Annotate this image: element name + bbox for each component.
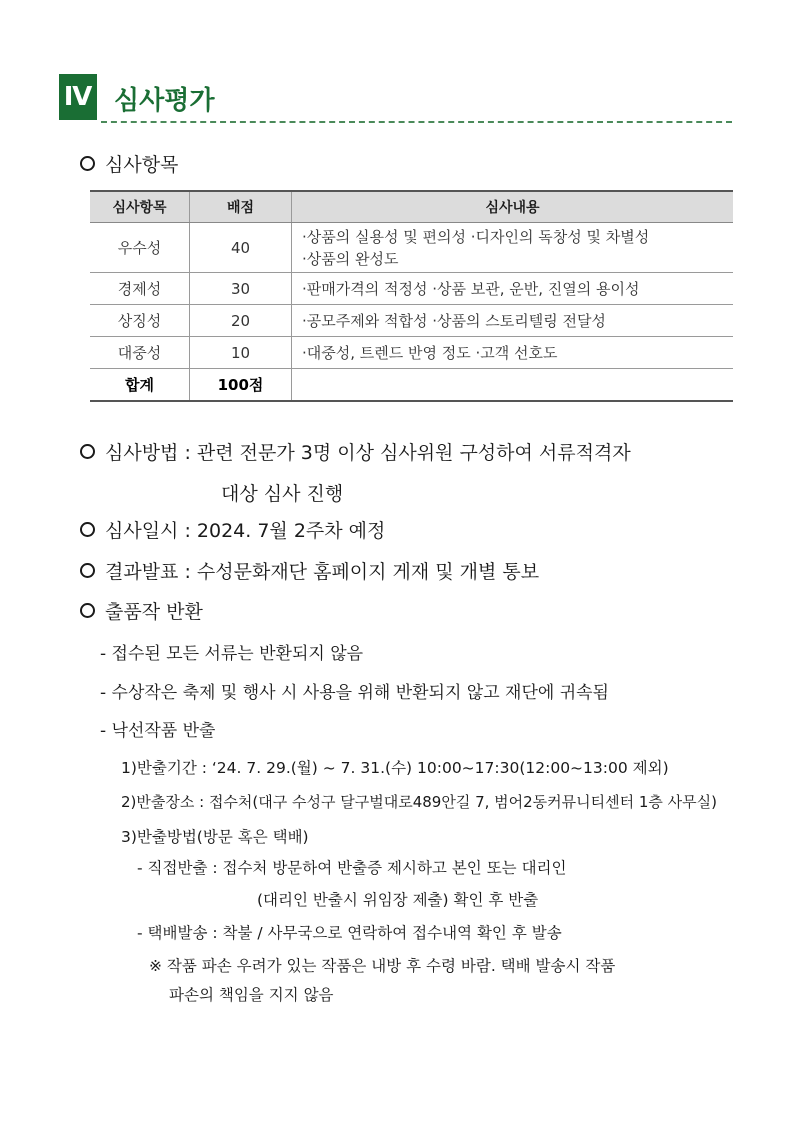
method-text: 관련 전문가 3명 이상 심사위원 구성하여 서류적격자 bbox=[196, 442, 631, 464]
content-line: ·상품의 완성도 bbox=[302, 249, 399, 268]
row-content: ·대중성, 트렌드 반영 정도 ·고객 선호도 bbox=[292, 337, 734, 369]
table-row bbox=[90, 273, 733, 305]
circle-bullet-icon bbox=[80, 563, 95, 578]
row-score: 30 bbox=[190, 273, 292, 305]
table-row bbox=[90, 337, 733, 369]
row-score: 20 bbox=[190, 305, 292, 337]
total-label: 합계 bbox=[90, 369, 190, 402]
row-item: 우수성 bbox=[90, 223, 190, 273]
return-item: - 낙선작품 반출 bbox=[100, 721, 216, 741]
method-line bbox=[80, 438, 631, 465]
criteria-heading bbox=[80, 150, 178, 177]
circle-bullet-icon bbox=[80, 522, 95, 537]
content-line: ·상품의 실용성 및 편의성 ·디자인의 독창성 및 차별성 bbox=[302, 227, 650, 246]
section-number-badge: Ⅳ bbox=[59, 74, 97, 120]
section-divider bbox=[101, 121, 732, 123]
criteria-heading-text: 심사항목 bbox=[105, 154, 179, 176]
header-content: 심사내용 bbox=[292, 191, 734, 223]
table-row bbox=[90, 305, 733, 337]
total-score: 100점 bbox=[190, 369, 292, 402]
date-line bbox=[80, 516, 385, 543]
circle-bullet-icon bbox=[80, 444, 95, 459]
row-item: 경제성 bbox=[90, 273, 190, 305]
direct-return-line2: (대리인 반출시 위임장 제출) 확인 후 반출 bbox=[257, 891, 539, 909]
row-item: 대중성 bbox=[90, 337, 190, 369]
return-heading-text: 출품작 반환 bbox=[105, 601, 203, 623]
total-empty-cell bbox=[292, 369, 734, 402]
note-line2: 파손의 책임을 지지 않음 bbox=[169, 986, 334, 1004]
date-value: 2024. 7월 2주차 예정 bbox=[196, 520, 386, 542]
date-label: 심사일시 : bbox=[105, 520, 191, 542]
announce-label: 결과발표 : bbox=[105, 561, 191, 583]
evaluation-table bbox=[90, 190, 733, 402]
method-label: 심사방법 : bbox=[105, 442, 191, 464]
announce-line bbox=[80, 557, 539, 584]
announce-value: 수성문화재단 홈페이지 게재 및 개별 통보 bbox=[196, 561, 540, 583]
row-score: 40 bbox=[190, 223, 292, 273]
method-line2: 대상 심사 진행 bbox=[221, 483, 344, 505]
row-content: ·판매가격의 적정성 ·상품 보관, 운반, 진열의 용이성 bbox=[292, 273, 734, 305]
table-header-row bbox=[90, 191, 733, 223]
circle-bullet-icon bbox=[80, 156, 95, 171]
row-content: ·공모주제와 적합성 ·상품의 스토리텔링 전달성 bbox=[292, 305, 734, 337]
direct-return-line1: - 직접반출 : 접수처 방문하여 반출증 제시하고 본인 또는 대리인 bbox=[137, 859, 567, 877]
delivery-return-line: - 택배발송 : 착불 / 사무국으로 연락하여 접수내역 확인 후 발송 bbox=[137, 924, 562, 942]
return-item: - 접수된 모든 서류는 반환되지 않음 bbox=[100, 644, 364, 664]
row-content bbox=[292, 223, 734, 273]
row-item: 상징성 bbox=[90, 305, 190, 337]
return-heading bbox=[80, 597, 203, 624]
note-line1: ※ 작품 파손 우려가 있는 작품은 내방 후 수령 바람. 택배 발송시 작품 bbox=[149, 957, 616, 975]
header-score: 배점 bbox=[190, 191, 292, 223]
section-title: 심사평가 bbox=[114, 86, 215, 116]
return-period: 1)반출기간 : ‘24. 7. 29.(월) ~ 7. 31.(수) 10:00~17:30(12:00~13:00 제외) bbox=[121, 759, 669, 777]
row-score: 10 bbox=[190, 337, 292, 369]
return-place: 2)반출장소 : 접수처(대구 수성구 달구벌대로489안길 7, 범어2동커뮤니티센터 1층 사무실) bbox=[121, 793, 718, 811]
return-method: 3)반출방법(방문 혹은 택배) bbox=[121, 828, 309, 846]
table-total-row bbox=[90, 369, 733, 402]
return-item: - 수상작은 축제 및 행사 시 사용을 위해 반환되지 않고 재단에 귀속됨 bbox=[100, 683, 609, 703]
circle-bullet-icon bbox=[80, 603, 95, 618]
table-row bbox=[90, 223, 733, 273]
header-item: 심사항목 bbox=[90, 191, 190, 223]
